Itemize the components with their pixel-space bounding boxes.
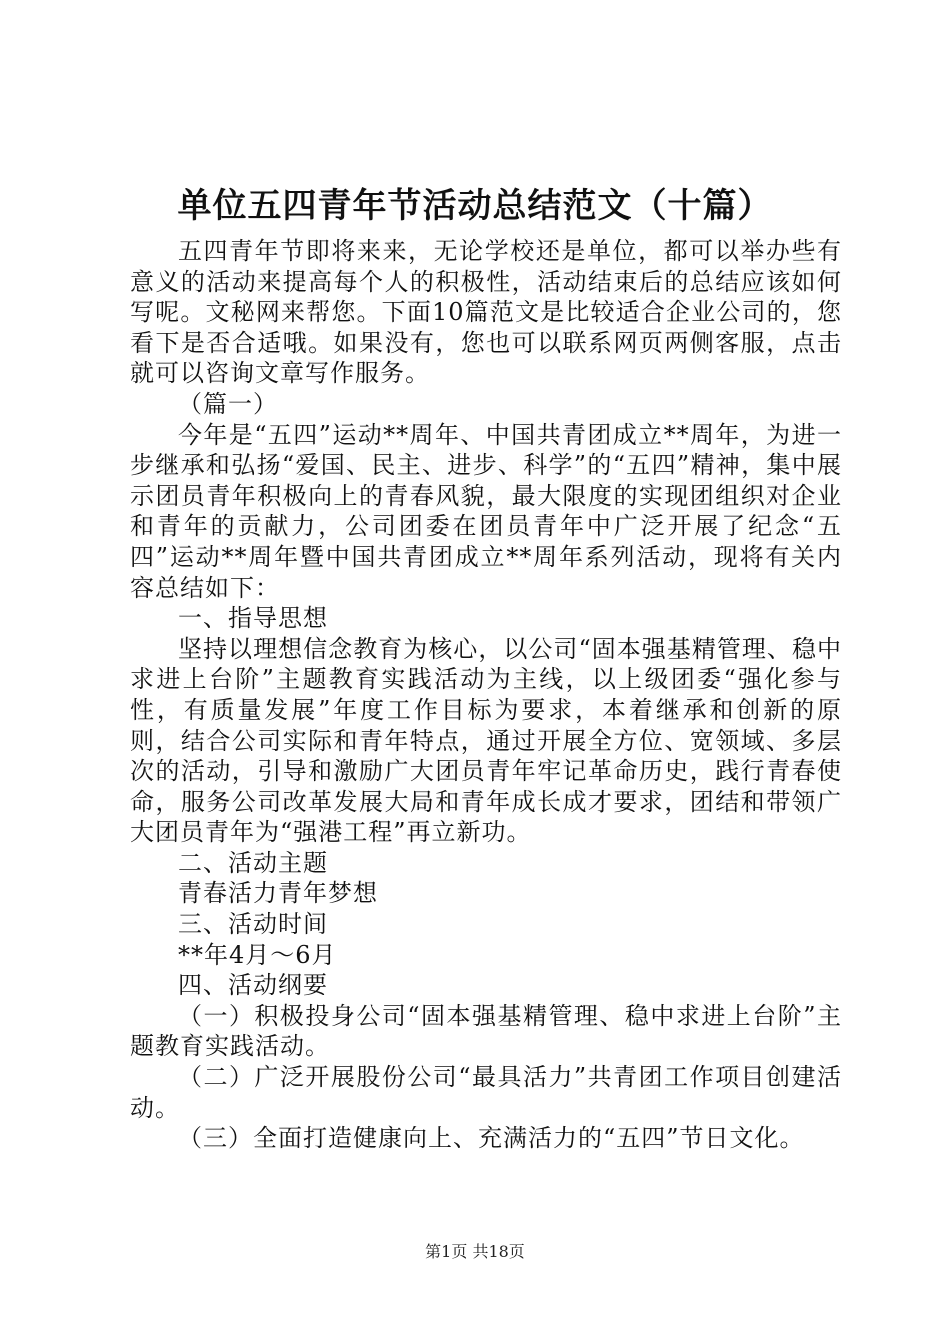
- activity-theme-text: 青春活力青年梦想: [178, 879, 378, 908]
- heading-activity-theme: 二、活动主题: [178, 848, 328, 877]
- activity-time-text: **年4月～6月: [178, 940, 337, 969]
- outline-item-1: （一）积极投身公司“固本强基精管理、稳中求进上台阶”主题教育实践活动。: [130, 1001, 842, 1061]
- summary-paragraph: 今年是“五四”运动**周年、中国共青团成立**周年，为进一步继承和弘扬“爱国、民主、进步、科学”的“五四”精神，集中展示团员青年积极向上的青春风貌，最大限度的实现团组织对企业和青年的贡献力，公司团委在团员青年中广泛开展了纪念“五四”运动**周年暨中国共青团成立**周年系列活动，现将有关内容总结如下：: [130, 420, 842, 602]
- outline-item-2: （二）广泛开展股份公司“最具活力”共青团工作项目创建活动。: [130, 1063, 842, 1122]
- document-title: 单位五四青年节活动总结范文（十篇）: [177, 186, 773, 226]
- outline-item-3: （三）全面打造健康向上、充满活力的“五四”节日文化。: [178, 1124, 805, 1153]
- section-label-part-one: （篇一）: [178, 389, 278, 418]
- page-footer: 第1页 共18页: [425, 1242, 525, 1261]
- intro-paragraph: 五四青年节即将来来，无论学校还是单位，都可以举办些有意义的活动来提高每个人的积极性，活动结束后的总结应该如何写呢。文秘网来帮您。下面10篇范文是比较适合企业公司的，您看下是否合适哦。如果没有，您也可以联系网页两侧客服，点击就可以咨询文章写作服务。: [130, 237, 842, 388]
- guiding-thought-paragraph: 坚持以理想信念教育为核心，以公司“固本强基精管理、稳中求进上台阶”主题教育实践活动为主线，以上级团委“强化参与性，有质量发展”年度工作目标为要求，本着继承和创新的原则，结合公司实际和青年特点，通过开展全方位、宽领域、多层次的活动，引导和激励广大团员青年牢记革命历史，践行青春使命，服务公司改革发展大局和青年成长成才要求，团结和带领广大团员青年为“强港工程”再立新功。: [130, 634, 842, 847]
- heading-activity-outline: 四、活动纲要: [178, 971, 328, 1000]
- heading-activity-time: 三、活动时间: [178, 910, 328, 939]
- heading-guiding-thought: 一、指导思想: [178, 604, 328, 633]
- document-body: [130, 236, 842, 1154]
